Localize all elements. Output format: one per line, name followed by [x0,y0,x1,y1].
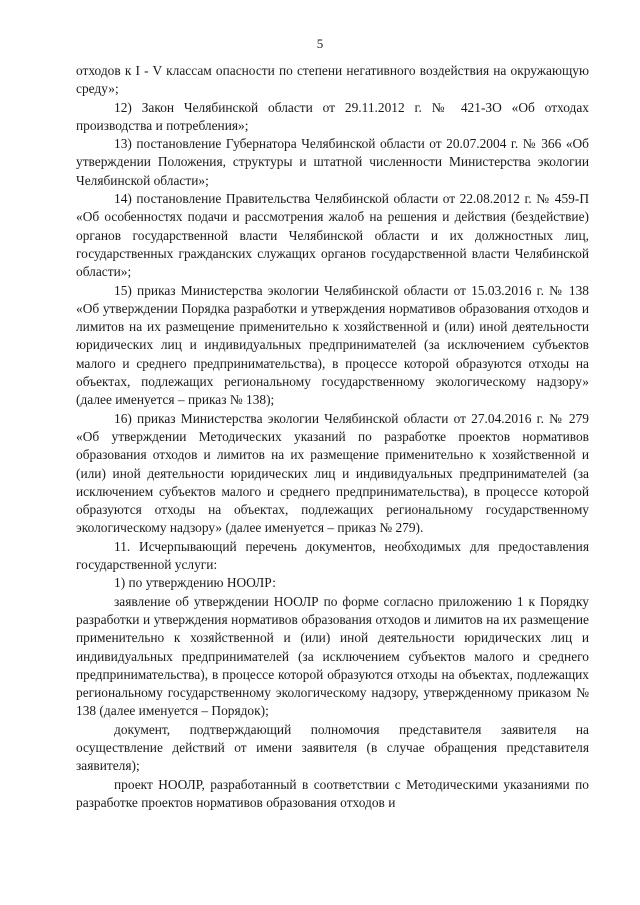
paragraph-authority-document: документ, подтверждающий полномочия представителя заявителя на осуществление действий от имени заявителя (в случае обращения представителя заявителя); [76,721,589,774]
paragraph-application: заявление об утверждении НООЛР по форме согласно приложению 1 к Порядку разработки и утверждения нормативов образования отходов и лимитов на их размещение применительно к хозяйственной и (или) иной деятельности юридических лиц и индивидуальных предпринимателей (за исключением субъектов малого и среднего предпринимательства), в процессе которой образуются отходы на объектах, подлежащих региональному государственному экологическому надзору, утвержденному приказом № 138 (далее именуется – Порядок); [76,593,589,719]
paragraph-item-13: 13) постановление Губернатора Челябинской области от 20.07.2004 г. № 366 «Об утверждении Положения, структуры и штатной численности Министерства экологии Челябинской области»; [76,136,589,188]
paragraph-subitem-1: 1) по утверждению НООЛР: [114,575,276,591]
paragraph-item-16: 16) приказ Министерства экологии Челябинской области от 27.04.2016 г. № 279 «Об утверждении Методических указаний по разработке проектов нормативов образования отходов и лимитов на их размещение применительно к хозяйственной и (или) иной деятельности юридических лиц и индивидуальных предпринимателей (за исключением субъектов малого и среднего предпринимательства), в процессе которой образуются отходы на объектах, подлежащих региональному государственному экологическому надзору» (далее именуется – приказ № 279). [76,410,589,536]
paragraph-section-11: 11. Исчерпывающий перечень документов, необходимых для предоставления государственной услуги: [76,538,589,573]
paragraph-project-noolr: проект НООЛР, разработанный в соответствии с Методическими указаниями по разработке проектов нормативов образования отходов и [76,776,589,810]
page-number: 5 [316,36,324,51]
paragraph-item-12: 12) Закон Челябинской области от 29.11.2012 г. № 421-ЗО «Об отходах производства и потребления»; [76,99,589,133]
document-body [76,62,589,812]
paragraph-item-15: 15) приказ Министерства экологии Челябинской области от 15.03.2016 г. № 138 «Об утверждении Порядка разработки и утверждения нормативов образования отходов и лимитов на их размещение применительно к хозяйственной и (или) иной деятельности юридических лиц и индивидуальных предпринимателей (за исключением субъектов малого и среднего предпринимательства), в процессе которой образуются отходы на объектах, подлежащих региональному государственному экологическому надзору» (далее именуется – приказ № 138); [76,282,589,408]
paragraph-item-14: 14) постановление Правительства Челябинской области от 22.08.2012 г. № 459-П «Об особенностях подачи и рассмотрения жалоб на решения и действия (бездействие) органов государственной власти Челябинской области и их должностных лиц, государственных гражданских служащих органов государственной власти Челябинской области»; [76,191,589,280]
paragraph-continuation: отходов к I - V классам опасности по степени негативного воздействия на окружающую среду»; [76,63,589,97]
